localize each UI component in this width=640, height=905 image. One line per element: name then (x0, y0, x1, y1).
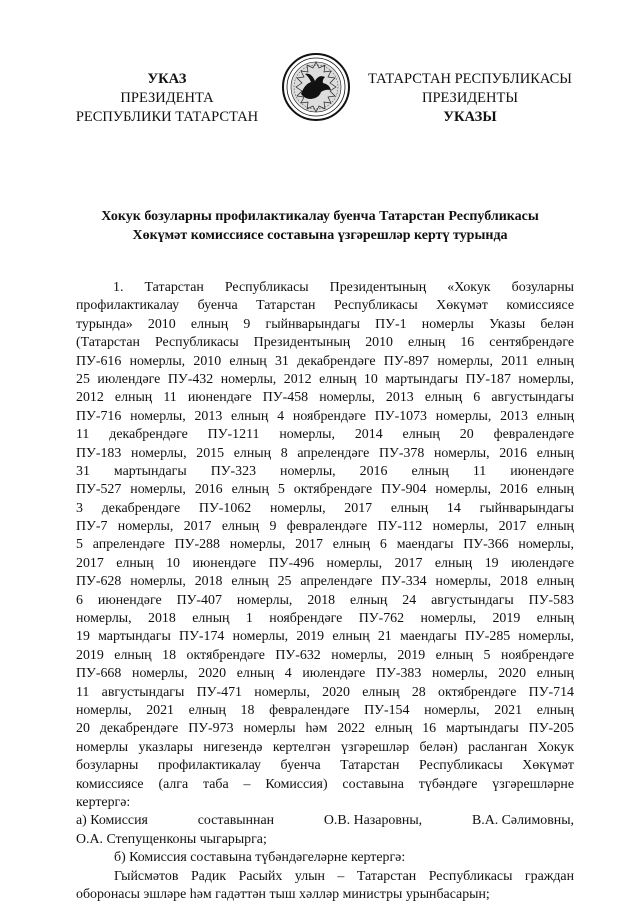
paragraph-1-line: 11 августындагы ПУ-471 номерлы, 2020 елның 28 октябрендәге ПУ-714 (76, 684, 574, 700)
tatarstan-emblem-icon (281, 52, 351, 122)
paragraph-1-line: ПУ-668 номерлы, 2020 елның 4 июлендәге ПУ-383 номерлы, 2020 елның (76, 666, 574, 682)
paragraph-1-line: ПУ-616 номерлы, 2010 елның 31 декабрендәге ПУ-897 номерлы, 2011 елның (76, 353, 574, 369)
paragraph-1-line: 6 июнендәге ПУ-407 номерлы, 2018 елның 24 августындагы ПУ-583 (76, 592, 574, 608)
paragraph-1-line: номерлы указлары нигезендә кертелгән үзгәрешләр белән) расланган Хокук (76, 739, 574, 755)
header-left (62, 70, 272, 127)
paragraph-1-line: ПУ-628 номерлы, 2018 елның 25 апрелендәге ПУ-334 номерлы, 2018 елның (76, 574, 574, 590)
paragraph-1-line: бозуларны профилактикалау буенча Татарстан Республикасы Хөкүмәт (76, 758, 574, 774)
paragraph-1-line: 5 апрелендәге ПУ-288 номерлы, 2017 елның 6 маендагы ПУ-366 номерлы, (76, 537, 574, 553)
paragraph-1-line: 2012 елның 11 июнендәге ПУ-458 номерлы, 2013 елның 6 августындагы (76, 390, 574, 406)
decree-title (70, 207, 570, 245)
item-a-line (76, 812, 574, 830)
paragraph-1-line: 1. Татарстан Республикасы Президентының «Хокук бозуларны (113, 280, 574, 295)
header-left-line: УКАЗ (147, 71, 187, 87)
paragraph-1-line: 25 июлендәге ПУ-432 номерлы, 2012 елның 10 мартындагы ПУ-187 номерлы, (76, 371, 574, 387)
decree-title-line: Хокук бозуларны профилактикалау буенча Татарстан Республикасы (101, 209, 539, 224)
paragraph-1-line: (Татарстан Республикасы Президентының 2010 елның 16 сентябрендәге (76, 335, 574, 351)
paragraph-1-line: кертергә: (76, 794, 131, 810)
paragraph-1-line: ПУ-716 номерлы, 2013 елның 4 ноябрендәге ПУ-1073 номерлы, 2013 елның (76, 408, 574, 424)
item-a-word: а) Комиссия (76, 813, 148, 829)
decree-body (76, 279, 574, 904)
paragraph-1-line: комиссиясе (алга таба – Комиссия) составына түбәндәге үзгәрешләрне (76, 776, 574, 792)
decree-title-line: Хөкүмәт комиссиясе составына үзгәрешләр кертү турында (132, 228, 508, 243)
header-left-line: РЕСПУБЛИКИ ТАТАРСТАН (75, 109, 259, 125)
paragraph-1-line: 2019 елның 18 октябрендәге ПУ-632 номерлы, 2019 елның 5 ноябрендәге (76, 647, 574, 663)
item-a-line-2: О.А. Степущенконы чыгарырга; (76, 831, 267, 847)
paragraph-1-line: номерлы, 2018 елның 1 ноябрендәге ПУ-762 номерлы, 2019 елның (76, 611, 574, 627)
paragraph-1-line: ПУ-527 номерлы, 2016 елның 5 октябрендәге ПУ-904 номерлы, 2016 елның (76, 482, 574, 498)
paragraph-1-line: 19 мартындагы ПУ-174 номерлы, 2019 елның 21 маендагы ПУ-285 номерлы, (76, 629, 574, 645)
header-left-line: ПРЕЗИДЕНТА (120, 90, 214, 106)
item-a-word: О.В. Назаровны, (323, 813, 423, 829)
paragraph-1-line: 20 декабрендәге ПУ-973 номерлы һәм 2022 елның 16 мартындагы ПУ-205 (76, 721, 574, 737)
item-b-person-line: оборонасы эшләре һәм гадәттән тыш хәлләр министры урынбасарын; (76, 886, 490, 902)
item-b-line: б) Комиссия составына түбәндәгеләрне кертергә: (114, 850, 406, 866)
item-b-person-line: Гыйсмәтов Радик Расыйх улын – Татарстан Республикасы граждан (114, 868, 574, 884)
paragraph-1-line: номерлы, 2021 елның 18 февралендәге ПУ-154 номерлы, 2021 елның (76, 702, 574, 718)
header-right-line: ПРЕЗИДЕНТЫ (421, 90, 519, 106)
paragraph-1-line: 31 мартындагы ПУ-323 номерлы, 2016 елның 11 июнендәге (76, 463, 574, 479)
paragraph-1-line: ПУ-7 номерлы, 2017 елның 9 февралендәге ПУ-112 номерлы, 2017 елның (76, 519, 574, 535)
paragraph-1-line: 3 декабрендәге ПУ-1062 номерлы, 2017 елның 14 гыйнварындагы (76, 500, 574, 516)
item-a-word: составыннан (197, 813, 275, 829)
paragraph-1-line: 11 декабрендәге ПУ-1211 номерлы, 2014 елның 20 февралендәге (76, 427, 574, 443)
paragraph-1-line: профилактикалау буенча Татарстан Республикасы Хөкүмәт комиссиясе (76, 298, 574, 314)
header-right-line: ТАТАРСТАН РЕСПУБЛИКАСЫ (368, 71, 572, 87)
paragraph-1-line: 2017 елның 10 июнендәге ПУ-496 номерлы, 2017 елның 19 июлендәге (76, 555, 574, 571)
paragraph-1-line: турында» 2010 елның 9 гыйнварындагы ПУ-1 номерлы Указы белән (76, 316, 574, 332)
paragraph-1-line: ПУ-183 номерлы, 2015 елның 8 апрелендәге ПУ-378 номерлы, 2016 елның (76, 445, 574, 461)
header-right (360, 70, 580, 127)
item-a-word: В.А. Сәлимовны, (471, 813, 574, 829)
header-right-line: УКАЗЫ (443, 109, 497, 125)
paragraph-1 (76, 279, 574, 812)
